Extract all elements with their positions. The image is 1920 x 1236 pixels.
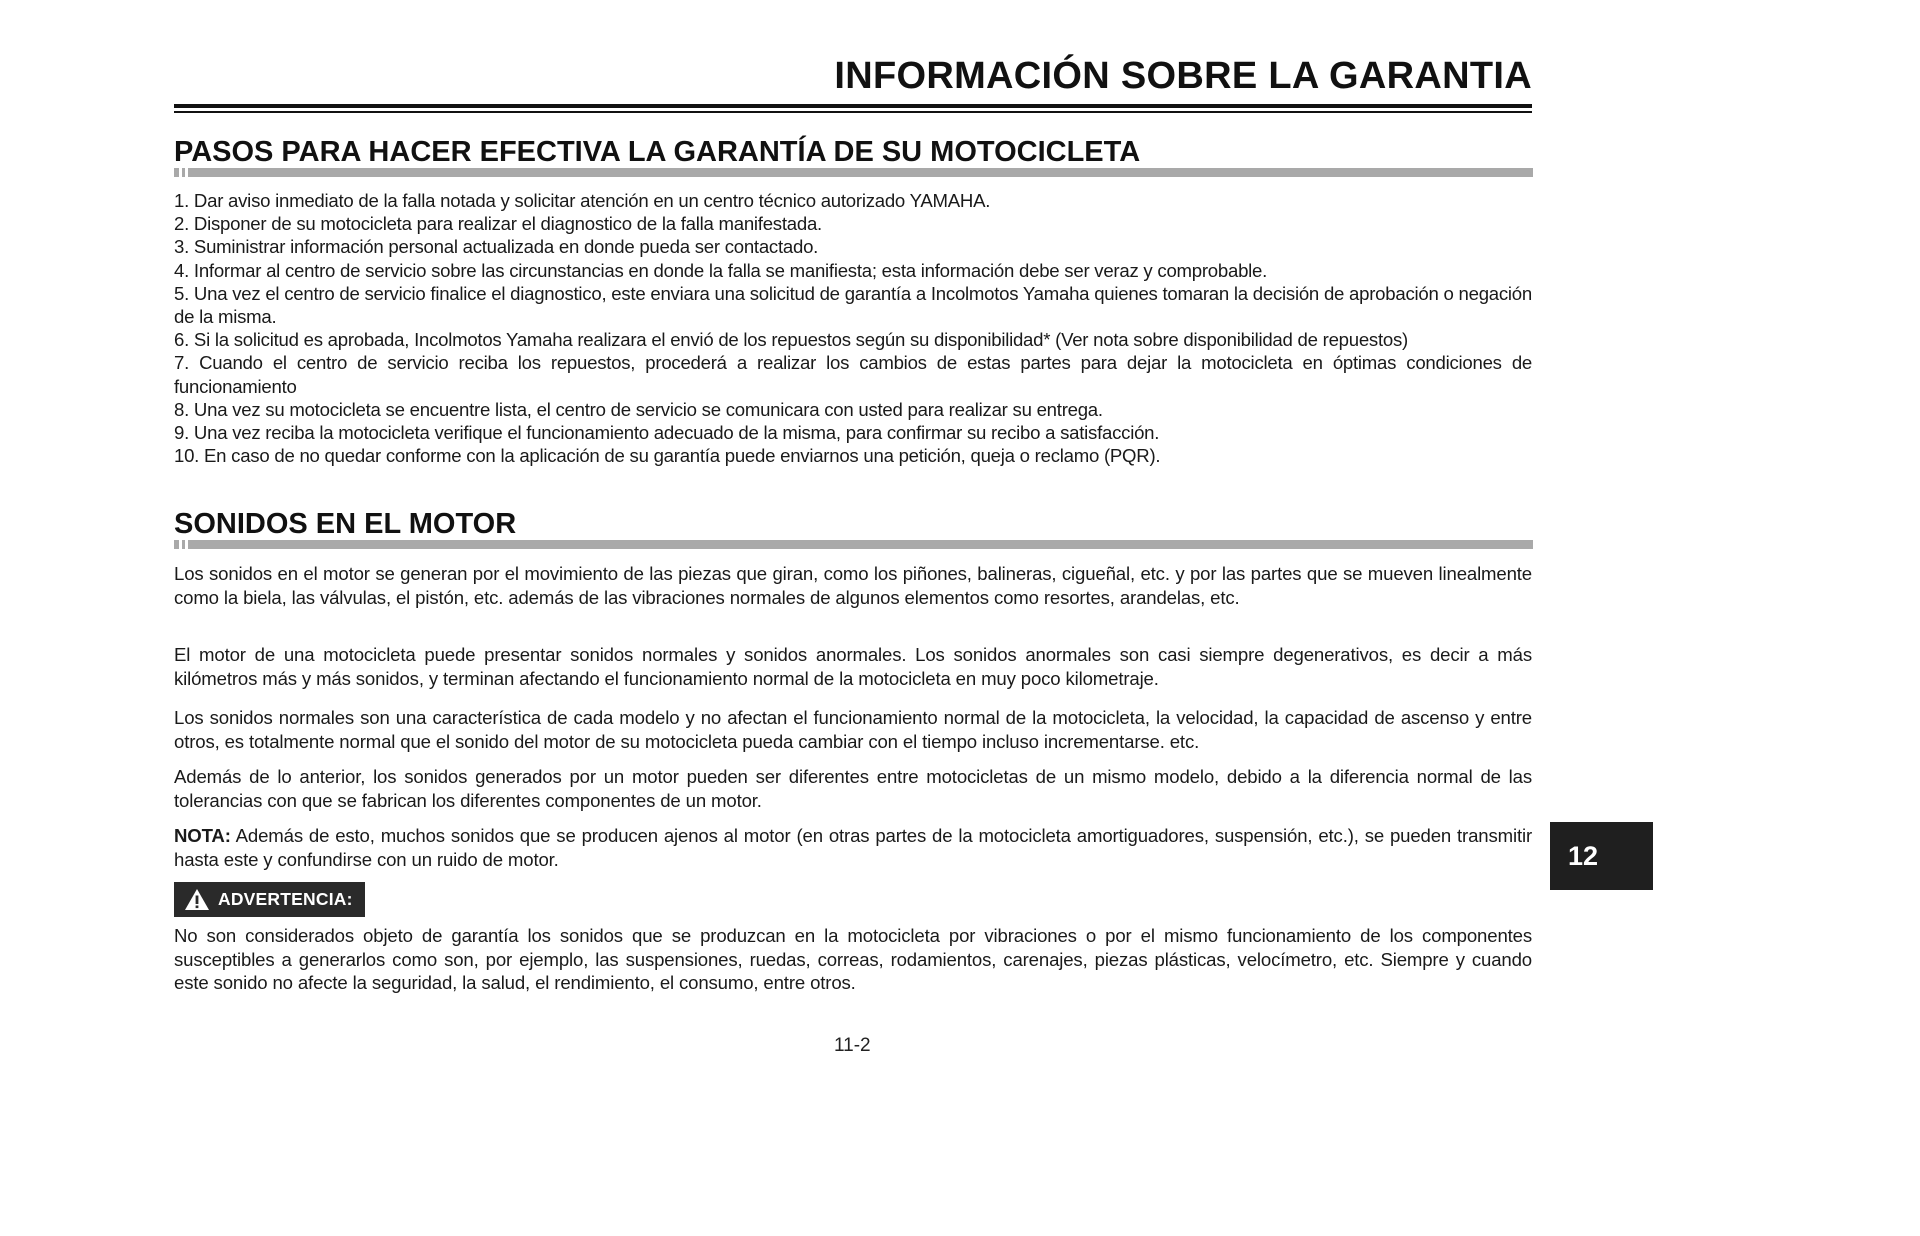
note-label: NOTA: [174, 825, 231, 846]
step-item: 10. En caso de no quedar conforme con la aplicación de su garantía puede enviarnos una petición, queja o reclamo (PQR). [174, 445, 1161, 467]
step-item: 9. Una vez reciba la motocicleta verifique el funcionamiento adecuado de la misma, para confirmar su recibo a satisfacción. [174, 422, 1160, 444]
step-item: 4. Informar al centro de servicio sobre las circunstancias en donde la falla se manifiesta; esta información debe ser veraz y comprobable. [174, 259, 1268, 281]
step-item: 5. Una vez el centro de servicio finalice el diagnostico, este enviara una solicitud de garantía a Incolmotos Yamaha quienes tomaran la decisión de aprobación o negación de la misma. [174, 282, 1532, 328]
section-divider-sounds [174, 540, 1533, 549]
section-divider-steps [174, 168, 1533, 177]
page-number: 11-2 [834, 1035, 871, 1056]
paragraph: Los sonidos en el motor se generan por el movimiento de las piezas que giran, como los piñones, balineras, cigueñal, etc. y por las partes que se mueven linealmente como la biela, las válvulas, el pistón, etc. además de las vibraciones normales de algunos elementos como resortes, arandelas, etc. [174, 563, 1532, 608]
step-item: 8. Una vez su motocicleta se encuentre lista, el centro de servicio se comunicara con usted para realizar su entrega. [174, 398, 1103, 420]
warning-badge [174, 882, 365, 917]
paragraph: Además de lo anterior, los sonidos generados por un motor pueden ser diferentes entre motocicletas de un mismo modelo, debido a la diferencia normal de las tolerancias con que se fabrican los diferentes componentes de un motor. [174, 766, 1532, 811]
steps-list [174, 189, 1532, 467]
note-text: Además de esto, muchos sonidos que se producen ajenos al motor (en otras partes de la motocicleta amortiguadores, suspensión, etc.), se pueden transmitir hasta este y confundirse con un ruido de motor. [174, 825, 1532, 870]
chapter-tab: 12 [1550, 822, 1653, 890]
title-rule [174, 104, 1532, 108]
section-heading-steps: PASOS PARA HACER EFECTIVA LA GARANTÍA DE SU MOTOCICLETA [174, 136, 1141, 168]
step-item: 6. Si la solicitud es aprobada, Incolmotos Yamaha realizara el envió de los repuestos según su disponibilidad* (Ver nota sobre disponibilidad de repuestos) [174, 329, 1408, 351]
step-item: 3. Suministrar información personal actualizada en donde pueda ser contactado. [174, 236, 819, 258]
paragraph: Los sonidos normales son una característica de cada modelo y no afectan el funcionamiento normal de la motocicleta, la velocidad, la capacidad de ascenso y entre otros, es totalmente normal que el sonido del motor de su motocicleta pueda cambiar con el tiempo incluso incrementarse. etc. [174, 707, 1532, 752]
step-item: 1. Dar aviso inmediato de la falla notada y solicitar atención en un centro técnico autorizado YAMAHA. [174, 190, 991, 211]
step-item: 7. Cuando el centro de servicio reciba los repuestos, procederá a realizar los cambios de estas partes para dejar la motocicleta en óptimas condiciones de funcionamiento [174, 352, 1532, 397]
warning-label: ADVERTENCIA: [218, 889, 353, 909]
paragraph: El motor de una motocicleta puede presentar sonidos normales y sonidos anormales. Los sonidos anormales son casi siempre degenerativos, es decir a más kilómetros más y más sonidos, y terminan afectando el funcionamiento normal de la motocicleta en muy poco kilometraje. [174, 644, 1532, 689]
section-heading-sounds: SONIDOS EN EL MOTOR [174, 508, 517, 540]
step-item: 2. Disponer de su motocicleta para realizar el diagnostico de la falla manifestada. [174, 213, 822, 235]
warning-triangle-icon [184, 888, 210, 911]
warning-text: No son considerados objeto de garantía los sonidos que se produzcan en la motocicleta por vibraciones o por el mismo funcionamiento de los componentes susceptibles a generarlos como son, por ejemplo, las suspensiones, ruedas, correas, rodamientos, carenajes, piezas plásticas, velocímetro, etc. Siempre y cuando este sonido no afecte la seguridad, la salud, el rendimiento, el consumo, entre otros. [174, 925, 1532, 993]
note-paragraph [174, 824, 1532, 871]
page-title: INFORMACIÓN SOBRE LA GARANTIA [834, 55, 1532, 97]
title-rule-secondary [174, 111, 1532, 113]
